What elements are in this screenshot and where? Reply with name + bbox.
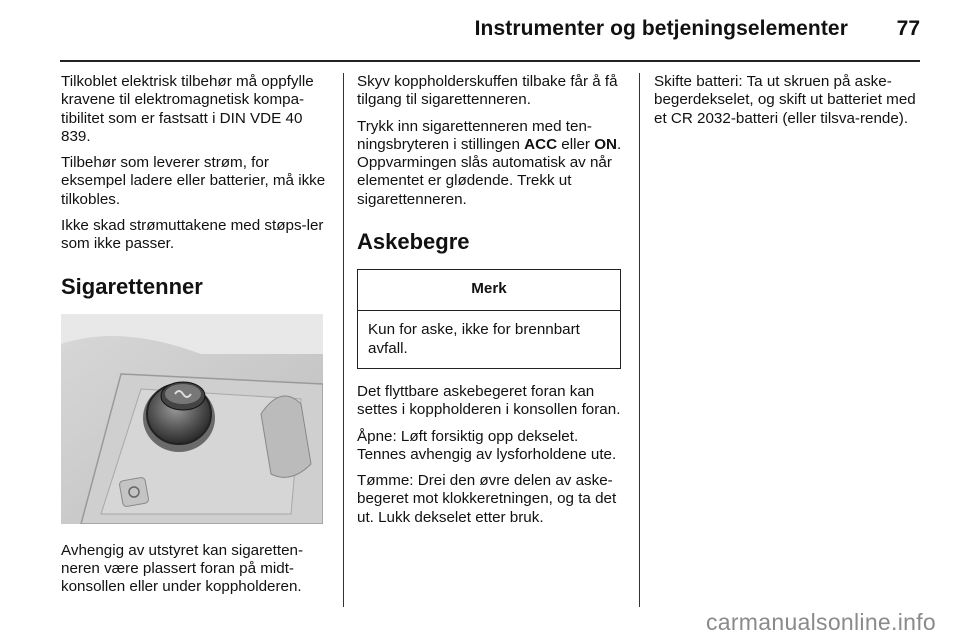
paragraph: Avhengig av utstyret kan sigaretten-neren være plassert foran på midt-konsollen eller under koppholderen.	[61, 541, 304, 596]
paragraph: Ikke skad strømuttakene med støps-ler som ikke passer.	[61, 217, 324, 253]
watermark: carmanualsonline.info	[705, 609, 936, 635]
column-1	[61, 73, 331, 605]
column-2	[357, 73, 625, 535]
header-rule	[60, 60, 920, 62]
text-run: Trykk inn sigarettenneren med ten-ningsbryteren i stillingen	[357, 117, 592, 153]
note-box	[357, 269, 621, 369]
page-number: 77	[896, 17, 920, 40]
section-heading-sigarettenner: Sigarettenner	[61, 273, 203, 299]
column-divider	[639, 73, 640, 607]
paragraph: Skifte batteri: Ta ut skruen på aske-begerdekselet, og skift ut batteriet med et CR 2032-batteri (eller tilsva-rende).	[654, 73, 916, 127]
cigarette-lighter-photo	[61, 314, 323, 524]
paragraph: Åpne: Løft forsiktig opp dekselet. Tennes avhengig av lysforholdene ute.	[357, 427, 617, 463]
note-body: Kun for aske, ikke for brennbart avfall.	[368, 321, 580, 357]
paragraph: Skyv koppholderskuffen tilbake får å få tilgang til sigarettenneren.	[357, 73, 618, 109]
paragraph: Det flyttbare askebegeret foran kan settes i koppholderen i konsollen foran.	[357, 382, 621, 419]
paragraph: Tilkoblet elektrisk tilbehør må oppfylle kravene til elektromagnetisk kompa-tibilitet som er fastsatt i DIN VDE 40 839.	[61, 73, 314, 145]
on-label: ON	[594, 135, 617, 153]
paragraph: Tilbehør som leverer strøm, for eksempel ladere eller batterier, må ikke tilkobles.	[61, 154, 326, 208]
page-header	[0, 0, 960, 60]
column-divider	[343, 73, 344, 607]
note-title: Merk	[358, 270, 620, 311]
header-title: Instrumenter og betjeningselementer	[474, 17, 848, 40]
column-3	[654, 73, 922, 136]
paragraph: Tømme: Drei den øvre delen av aske-begeret mot klokkeretningen, og ta det ut. Lukk dekselet etter bruk.	[357, 472, 617, 526]
text-run: eller	[557, 135, 595, 153]
text-run: . Oppvarmingen slås automatisk av når elementet er glødende. Trekk ut sigarettenneren.	[357, 135, 622, 208]
section-heading-askebegre: Askebegre	[357, 229, 470, 255]
acc-label: ACC	[524, 135, 558, 153]
paragraph	[357, 118, 625, 209]
